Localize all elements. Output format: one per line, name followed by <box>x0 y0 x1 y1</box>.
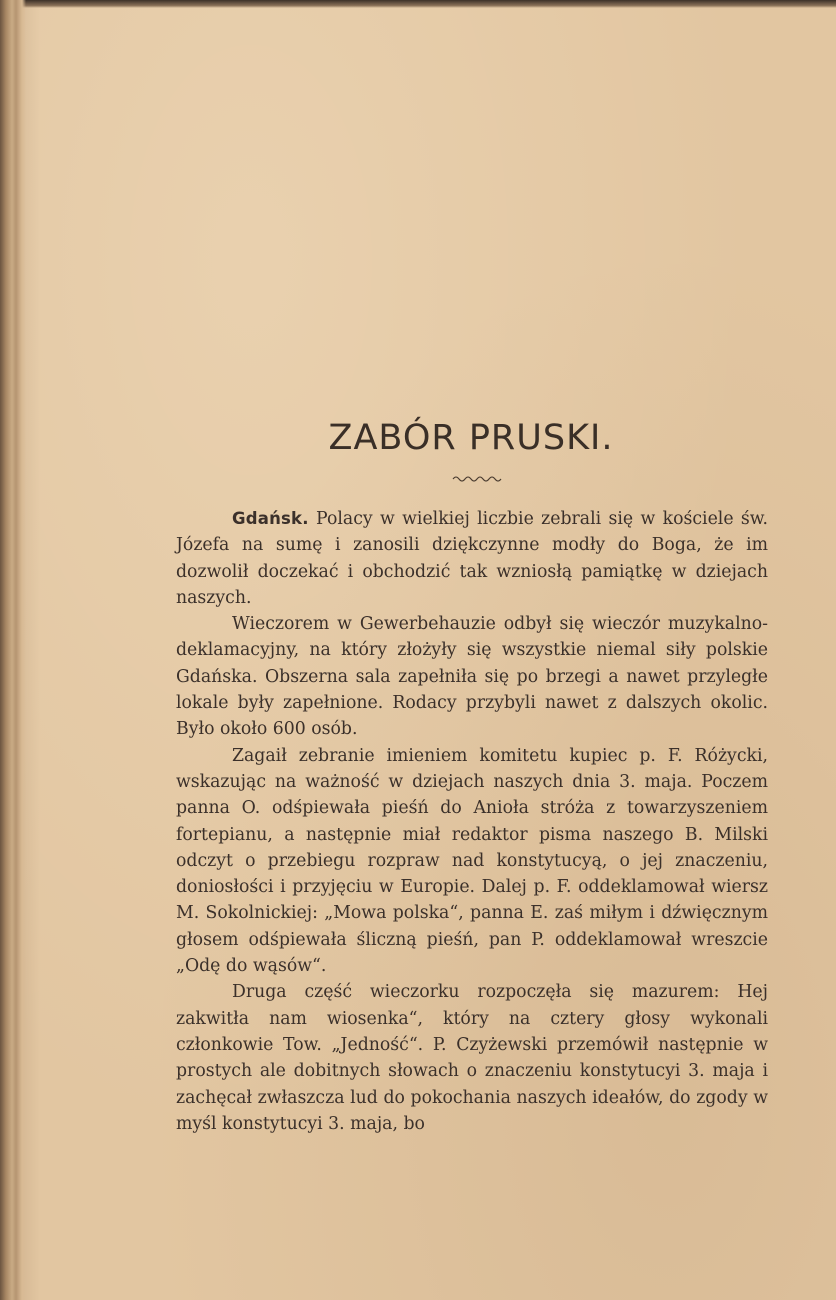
page-binding-edge <box>0 0 26 1300</box>
page-top-edge <box>0 0 836 8</box>
paragraph-1-text: Polacy w wielkiej liczbie zebrali się w kościele św. Józefa na sumę i zanosili dziękczynne modły do Boga, że im dozwolił doczekać i obchodzić tak wzniosłą pamiątkę w dziejach naszych. <box>176 509 768 608</box>
article-body <box>176 506 768 1137</box>
wave-ornament <box>452 473 502 483</box>
place-name: Gdańsk. <box>232 509 309 528</box>
paragraph-4: Druga część wieczorku rozpoczęła się mazurem: Hej zakwitła nam wiosenka“, który na cztery głosy wykonali członkowie Tow. „Jedność“. P. Czyżewski przemówił następnie w prostych ale dobitnych słowach o znaczeniu konstytucyi 3. maja i zachęcał zwłaszcza lud do pokochania naszych ideałów, do zgody w myśl konstytucyi 3. maja, bo <box>176 982 768 1134</box>
paragraph-1 <box>176 506 768 611</box>
paragraph-3: Zagaił zebranie imieniem komitetu kupiec p. F. Różycki, wskazując na ważność w dziejach naszych dnia 3. maja. Poczem panna O. odśpiewała pieśń do Anioła stróża z towarzyszeniem fortepianu, a następnie miał redaktor pisma naszego B. Milski odczyt o przebiegu rozpraw nad konstytucyą, o jej znaczeniu, doniosłości i przyjęciu w Europie. Dalej p. F. oddeklamował wiersz M. Sokolnickiej: „Mowa polska“, panna E. zaś miłym i dźwięcznym głosem odśpiewała śliczną pieśń, pan P. oddeklamował wreszcie „Odę do wąsów“. <box>176 745 768 977</box>
paragraph-2: Wieczorem w Gewerbehauzie odbył się wieczór muzykalno-deklamacyjny, na który złożyły się wszystkie niemal siły polskie Gdańska. Obszerna sala zapełniła się po brzegi a nawet przyległe lokale były zapełnione. Rodacy przybyli nawet z dalszych okolic. Było około 600 osób. <box>176 614 768 740</box>
section-heading: ZABÓR PRUSKI. <box>328 418 614 458</box>
